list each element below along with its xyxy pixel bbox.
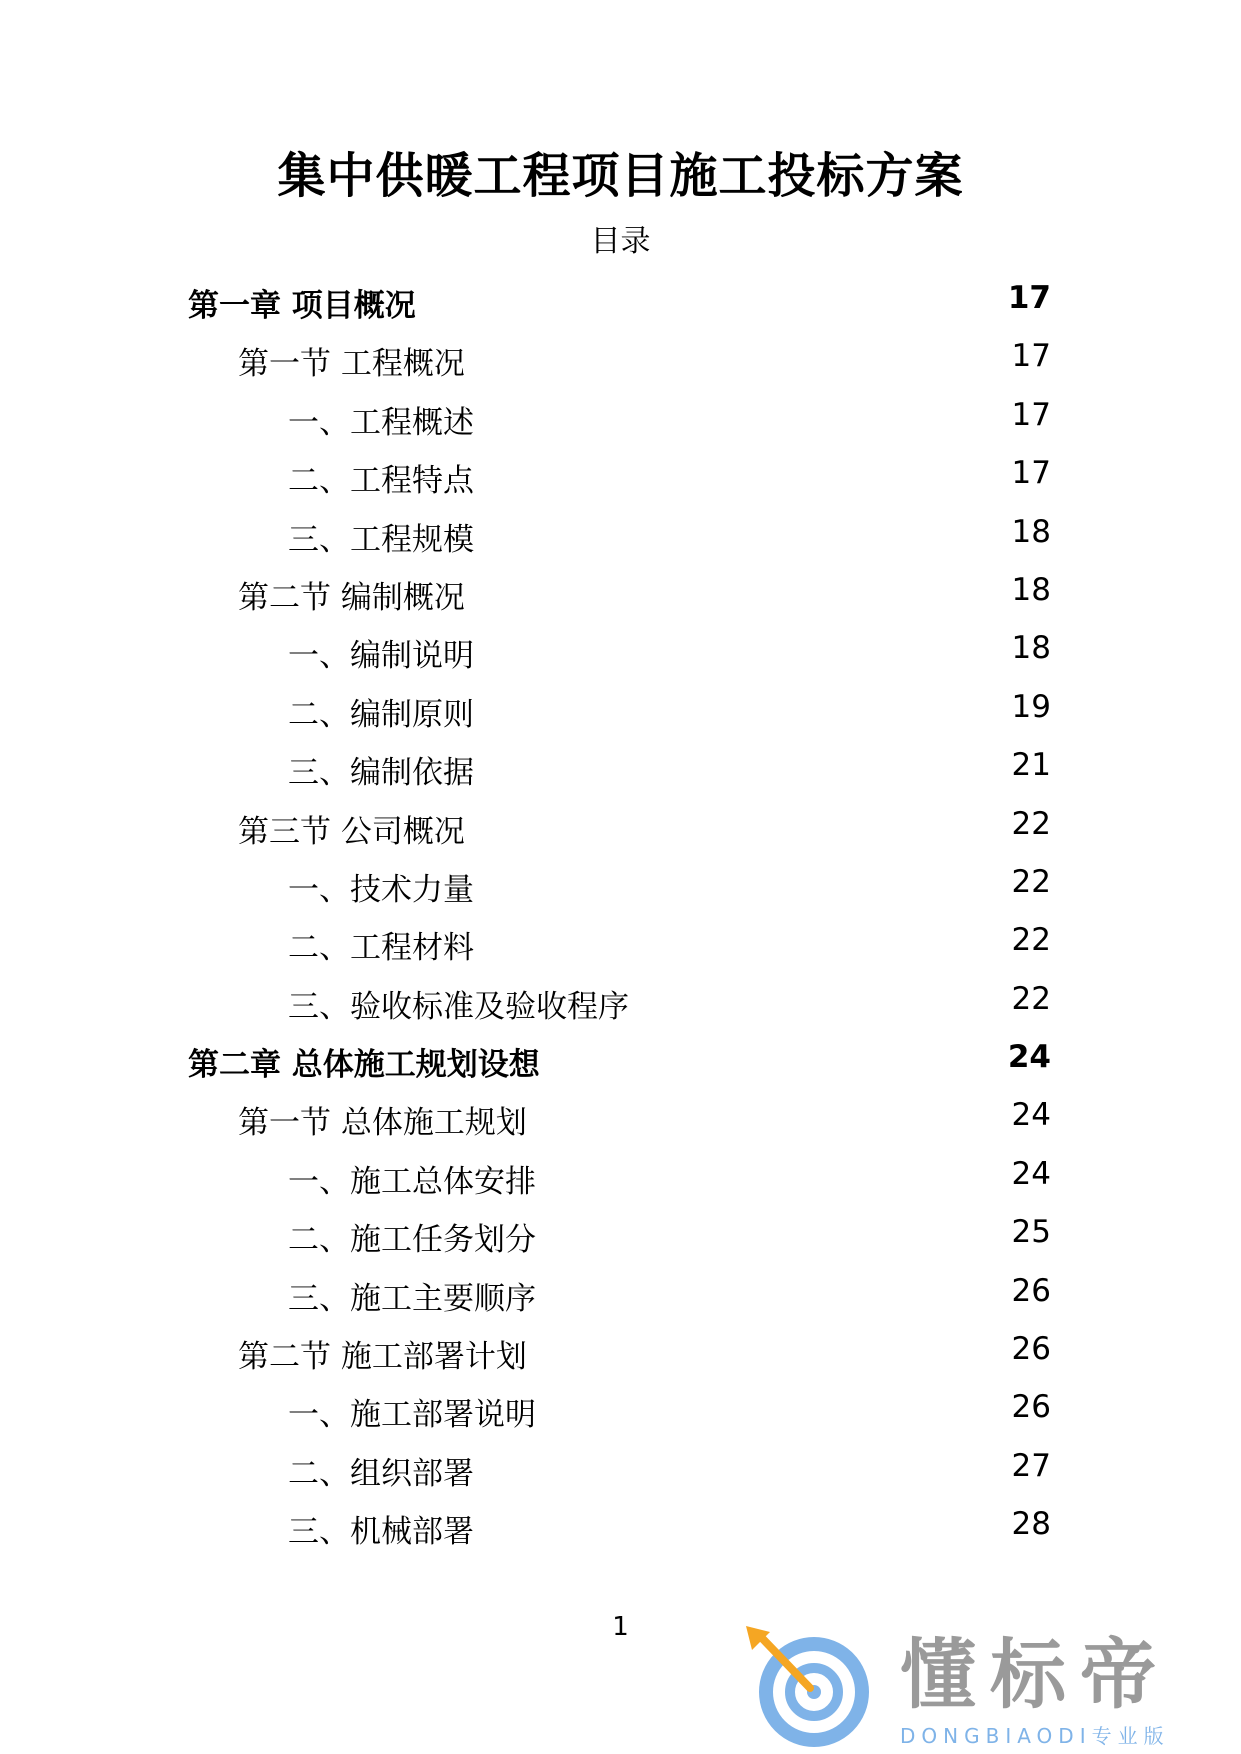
document-title: 集中供暖工程项目施工投标方案	[277, 148, 964, 204]
toc-entry-page: 18	[1011, 630, 1051, 667]
toc-entry-page: 18	[1011, 513, 1051, 550]
toc-entry[interactable]	[0, 447, 1241, 505]
table-of-contents	[0, 272, 1241, 1557]
toc-entry-page: 24	[1007, 1039, 1051, 1076]
toc-entry-page: 22	[1011, 863, 1051, 900]
toc-entry[interactable]	[0, 1089, 1241, 1147]
toc-entry-label: 第一节 工程概况	[238, 346, 465, 383]
toc-entry[interactable]	[0, 973, 1241, 1031]
toc-entry-page: 24	[1011, 1097, 1051, 1134]
toc-entry-page: 22	[1011, 805, 1051, 842]
toc-entry-page: 27	[1011, 1447, 1051, 1484]
toc-entry-page: 26	[1011, 1272, 1051, 1309]
toc-entry-page: 26	[1011, 1389, 1051, 1426]
toc-entry-page: 24	[1011, 1155, 1051, 1192]
toc-entry-label: 第二节 施工部署计划	[238, 1339, 527, 1376]
toc-entry-label: 第一节 总体施工规划	[238, 1105, 527, 1142]
toc-entry-label: 一、工程概述	[288, 404, 474, 441]
toc-entry[interactable]	[0, 1148, 1241, 1206]
toc-entry[interactable]	[0, 1381, 1241, 1439]
toc-entry[interactable]	[0, 1265, 1241, 1323]
toc-entry-page: 26	[1011, 1331, 1051, 1368]
toc-entry-label: 一、编制说明	[288, 638, 474, 675]
toc-entry[interactable]	[0, 389, 1241, 447]
toc-entry-page: 22	[1011, 980, 1051, 1017]
toc-heading: 目录	[590, 224, 651, 259]
toc-entry[interactable]	[0, 564, 1241, 622]
watermark-brand-name: 懂标帝	[900, 1630, 1170, 1719]
toc-entry-label: 一、施工总体安排	[288, 1163, 536, 1200]
toc-entry-label: 三、机械部署	[288, 1514, 474, 1551]
toc-entry-label: 第二节 编制概况	[238, 579, 465, 616]
toc-entry-label: 第三节 公司概况	[238, 813, 465, 850]
toc-entry[interactable]	[0, 798, 1241, 856]
toc-entry-label: 三、编制依据	[288, 755, 474, 792]
toc-entry[interactable]	[0, 1440, 1241, 1498]
toc-entry[interactable]	[0, 1031, 1241, 1089]
toc-entry[interactable]	[0, 681, 1241, 739]
toc-entry[interactable]	[0, 506, 1241, 564]
toc-entry[interactable]	[0, 914, 1241, 972]
toc-entry[interactable]	[0, 739, 1241, 797]
toc-entry-label: 二、工程特点	[288, 463, 474, 500]
toc-entry-page: 28	[1011, 1506, 1051, 1543]
toc-entry-page: 22	[1011, 922, 1051, 959]
toc-entry-label: 二、组织部署	[288, 1455, 474, 1492]
watermark-brand-subtitle: DONGBIAODI专业版	[900, 1724, 1170, 1748]
target-logo-icon	[740, 1620, 880, 1754]
toc-entry-label: 三、施工主要顺序	[288, 1280, 536, 1317]
toc-entry[interactable]	[0, 1498, 1241, 1556]
toc-entry-page: 19	[1011, 688, 1051, 725]
toc-entry-label: 三、工程规模	[288, 521, 474, 558]
toc-entry-label: 二、施工任务划分	[288, 1222, 536, 1259]
toc-entry-page: 18	[1011, 571, 1051, 608]
toc-entry-page: 17	[1007, 280, 1051, 316]
toc-entry[interactable]	[0, 622, 1241, 680]
toc-entry[interactable]	[0, 1206, 1241, 1264]
toc-entry[interactable]	[0, 1323, 1241, 1381]
toc-entry-label: 第二章 总体施工规划设想	[188, 1047, 540, 1084]
toc-entry-label: 第一章 项目概况	[188, 288, 416, 324]
toc-entry-page: 17	[1011, 338, 1051, 375]
toc-entry-label: 二、工程材料	[288, 930, 474, 967]
toc-entry-label: 三、验收标准及验收程序	[288, 988, 629, 1025]
toc-entry-page: 17	[1011, 396, 1051, 433]
page-number: 1	[612, 1612, 629, 1642]
toc-entry[interactable]	[0, 272, 1241, 330]
watermark	[740, 1620, 1240, 1754]
toc-entry[interactable]	[0, 330, 1241, 388]
toc-entry-page: 21	[1011, 747, 1051, 784]
toc-entry[interactable]	[0, 856, 1241, 914]
toc-entry-label: 一、技术力量	[288, 871, 474, 908]
toc-entry-label: 二、编制原则	[288, 696, 474, 733]
toc-entry-page: 25	[1011, 1214, 1051, 1251]
toc-entry-label: 一、施工部署说明	[288, 1397, 536, 1434]
toc-entry-page: 17	[1011, 455, 1051, 492]
